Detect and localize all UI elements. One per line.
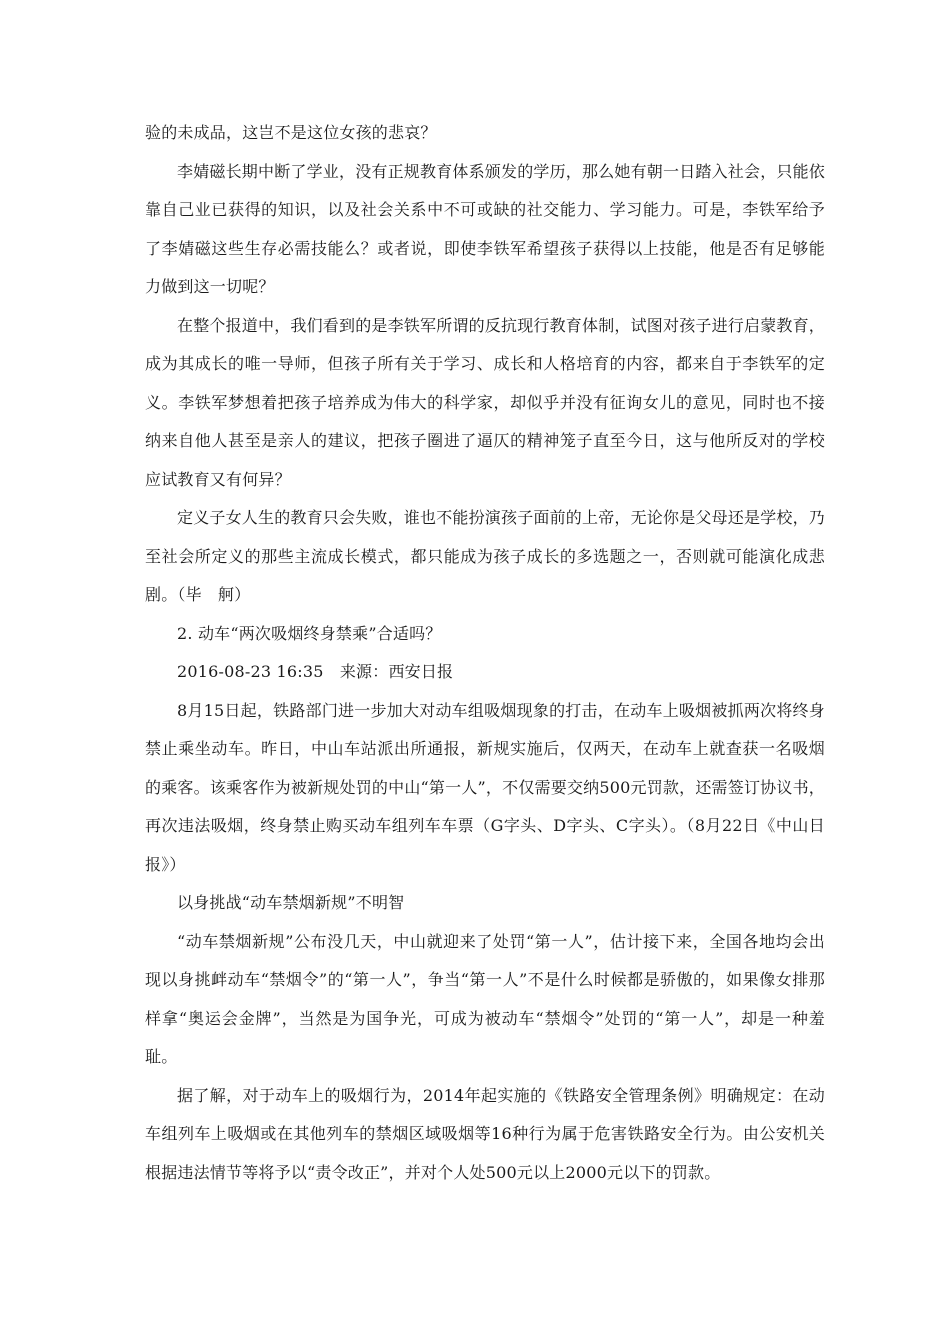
- paragraph-news-summary: 8月15日起，铁路部门进一步加大对动车组吸烟现象的打击，在动车上吸烟被抓两次将终身禁止乘坐动车。昨日，中山车站派出所通报，新规实施后，仅两天，在动车上就查获一名吸烟的乘客。该乘客作为被新规处罚的中山“第一人”，不仅需要交纳500元罚款，还需签订协议书，再次违法吸烟，终身禁止购买动车组列车车票（G字头、D字头、C字头）。（8月22日《中山日报》）: [145, 700, 825, 874]
- document-page: [145, 114, 825, 1192]
- paragraph-first-person: “动车禁烟新规”公布没几天，中山就迎来了处罚“第一人”，估计接下来，全国各地均会出现以身挑衅动车“禁烟令”的“第一人”，争当“第一人”不是什么时候都是骄傲的，如果像女排那样拿“奥运会金牌”，当然是为国争光，可成为被动车“禁烟令”处罚的“第一人”，却是一种羞耻。: [145, 931, 825, 1066]
- paragraph-continuation: 验的未成品，这岂不是这位女孩的悲哀？: [145, 123, 437, 142]
- paragraph-conclusion: 定义子女人生的教育只会失败，谁也不能扮演孩子面前的上帝，无论你是父母还是学校，乃至社会所定义的那些主流成长模式，都只能成为孩子成长的多选题之一，否则就可能演化成悲剧。（毕 舸）: [145, 508, 826, 604]
- paragraph-regulation: 据了解，对于动车上的吸烟行为，2014年起实施的《铁路安全管理条例》明确规定：在动车组列车上吸烟或在其他列车的禁烟区域吸烟等16种行为属于危害铁路安全行为。由公安机关根据违法情节等将予以“责令改正”，并对个人处500元以上2000元以下的罚款。: [145, 1085, 825, 1182]
- subheading: 以身挑战“动车禁烟新规”不明智: [177, 893, 405, 912]
- paragraph-report-analysis: 在整个报道中，我们看到的是李铁军所谓的反抗现行教育体制，试图对孩子进行启蒙教育，成为其成长的唯一导师，但孩子所有关于学习、成长和人格培育的内容，都来自于李铁军的定义。李铁军梦想着把孩子培养成为伟大的科学家，却似乎并没有征询女儿的意见，同时也不接纳来自他人甚至是亲人的建议，把孩子圈进了逼仄的精神笼子直至今日，这与他所反对的学校应试教育又有何异？: [145, 315, 826, 489]
- section-heading: 2. 动车“两次吸烟终身禁乘”合适吗？: [177, 623, 442, 643]
- paragraph-education-skills: 李婧磁长期中断了学业，没有正规教育体系颁发的学历，那么她有朝一日踏入社会，只能依靠自己业已获得的知识，以及社会关系中不可或缺的社交能力、学习能力。可是，李铁军给予了李婧磁这些生存必需技能么？或者说，即使李铁军希望孩子获得以上技能，他是否有足够能力做到这一切呢？: [145, 161, 826, 296]
- article-dateline: 2016-08-23 16:35 来源：西安日报: [177, 662, 454, 681]
